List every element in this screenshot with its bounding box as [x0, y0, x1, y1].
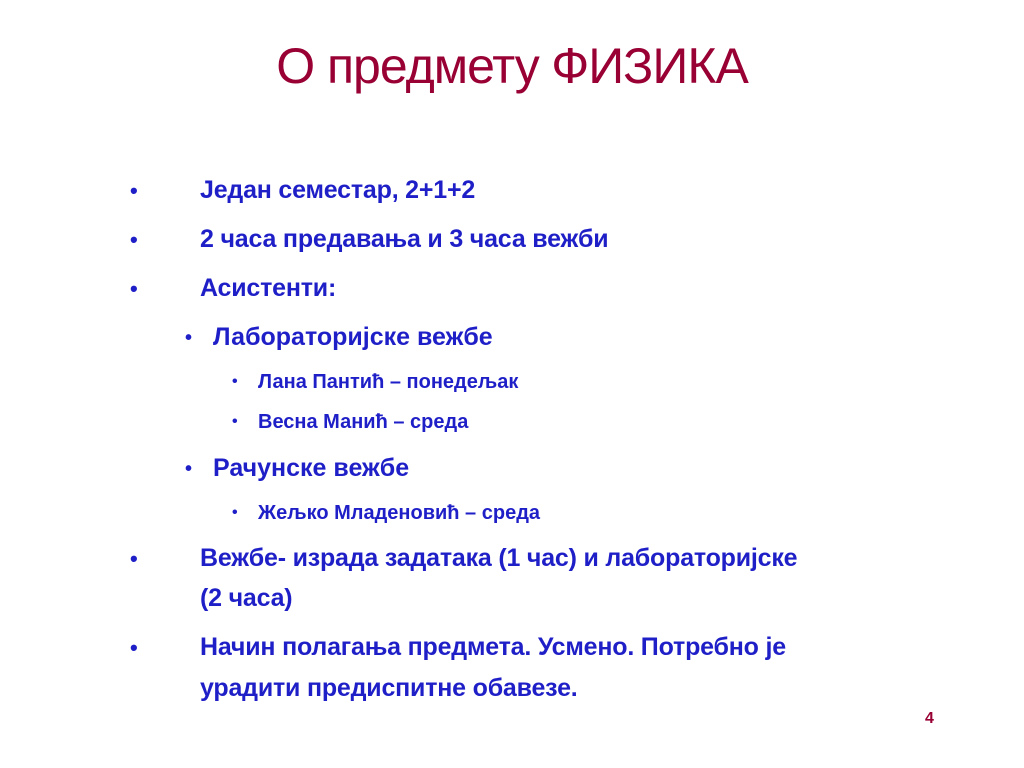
- title-subject: ФИЗИКА: [551, 38, 748, 94]
- bullet-marker: •: [232, 413, 238, 430]
- bullet-marker: •: [232, 373, 238, 390]
- bullet-text: Весна Манић – среда: [258, 411, 469, 433]
- bullet-marker: •: [130, 178, 138, 203]
- bullet-text: Рачунске вежбе: [213, 454, 410, 482]
- bullet-text: Лабораторијске вежбе: [213, 323, 493, 351]
- bullet-text: 2 часа предавања и 3 часа вежби: [200, 225, 609, 253]
- bullet-text: Један семестар, 2+1+2: [200, 176, 476, 204]
- bullet-marker: •: [130, 635, 138, 660]
- bullet-text: Асистенти:: [200, 274, 337, 302]
- bullet-marker: •: [130, 227, 138, 252]
- page-number: 4: [925, 710, 934, 727]
- bullet-text-line-2: урадити предиспитне обавезе.: [200, 674, 578, 702]
- bullet-text: Жељко Младеновић – среда: [258, 502, 541, 524]
- bullet-marker: •: [185, 458, 193, 480]
- slide-title: [0, 36, 1024, 96]
- bullet-text-line-2: (2 часа): [200, 584, 293, 612]
- bullet-text: Лана Пантић – понедељак: [258, 371, 519, 393]
- bullet-marker: •: [130, 276, 138, 301]
- bullet-text-line-1: Начин полагања предмета. Усмено. Потребно је: [200, 633, 786, 661]
- bullet-text-line-1: Вежбе- израда задатака (1 час) и лабораторијске: [200, 544, 798, 572]
- bullet-marker: •: [185, 327, 193, 349]
- title-prefix: О предмету: [276, 38, 539, 94]
- bullet-marker: •: [232, 504, 238, 521]
- bullet-marker: •: [130, 546, 138, 571]
